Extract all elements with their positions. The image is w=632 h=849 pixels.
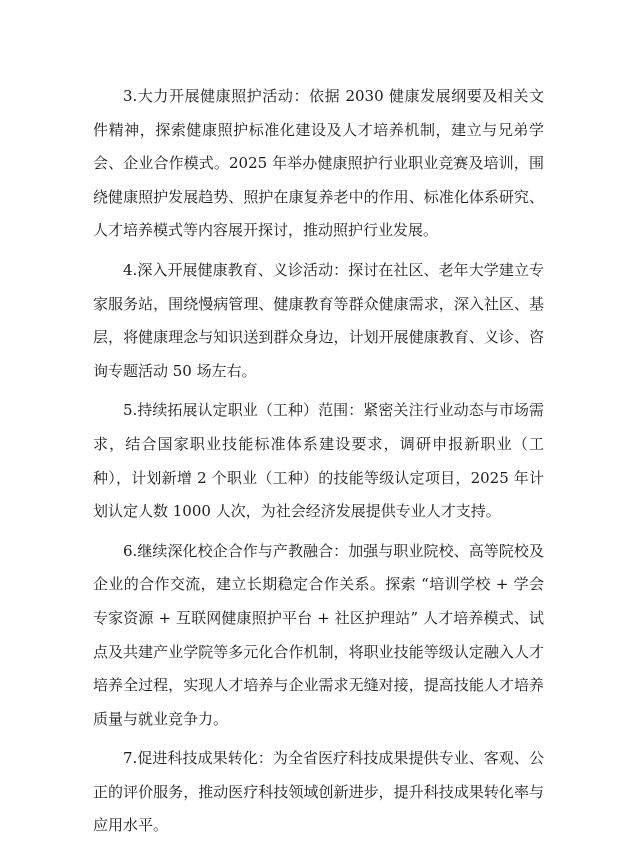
paragraph-item-3: 3.大力开展健康照护活动：依据 2030 健康发展纲要及相关文件精神，探索健康照护标准化建设及人才培养机制，建立与兄弟学会、企业合作模式。2025 年举办健康照护行业职业竞赛及培训，围绕健康照护发展趋势、照护在康复养老中的作用、标准化体系研究、人才培养模式等内容展开探讨，推动照护行业发展。 [93, 87, 544, 240]
paragraph-item-4: 4.深入开展健康教育、义诊活动：探讨在社区、老年大学建立专家服务站，围绕慢病管理、健康教育等群众健康需求，深入社区、基层，将健康理念与知识送到群众身边，计划开展健康教育、义诊、咨询专题活动 50 场左右。 [93, 260, 544, 380]
paragraph-item-6: 6.继续深化校企合作与产教融合：加强与职业院校、高等院校及企业的合作交流，建立长期稳定合作关系。探索 “培训学校 + 学会专家资源 + 互联网健康照护平台 + 社区护理站” 人才培养模式、试点及共建产业学院等多元化合作机制，将职业技能等级认定融入人才培养全过程，实现人才培养与企业需求无缝对接，提高技能人才培养质量与就业竞争力。 [93, 541, 544, 728]
paragraph-item-7: 7.促进科技成果转化：为全省医疗科技成果提供专业、客观、公正的评价服务，推动医疗科技领域创新进步，提升科技成果转化率与应用水平。 [93, 749, 544, 835]
document-body [93, 80, 544, 849]
paragraph-item-5: 5.持续拓展认定职业（工种）范围：紧密关注行业动态与市场需求，结合国家职业技能标准体系建设要求，调研申报新职业（工种），计划新增 2 个职业（工种）的技能等级认定项目，2025 年计划认定人数 1000 人次，为社会经济发展提供专业人才支持。 [93, 401, 544, 521]
